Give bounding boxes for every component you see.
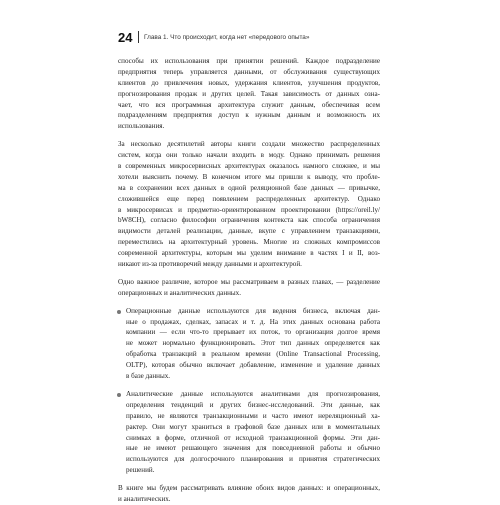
text-line: в микросервисах и предметно-ориентированном проектировании (https://oreil.ly/: [118, 205, 380, 214]
text-line: bW8CH), согласно философии ограничения контекста как способа ограничения: [118, 216, 380, 225]
text-line: решений.: [126, 466, 155, 475]
text-line: использования.: [118, 122, 165, 131]
paragraph-data-dependence: [118, 56, 380, 132]
text-line: хотели выяснить почему. В конечном итоге мы пришли к выводу, что пробле-: [118, 172, 380, 181]
text-line: никают из-за противоречий между данными и архитектурой.: [118, 260, 302, 269]
text-line: не может нормально функционировать. Этот тип данных определяется как: [126, 339, 380, 348]
text-line: компании — если что-то прерывает их поток, то организация долгое время: [126, 328, 380, 337]
text-line: в базе данных.: [126, 372, 171, 381]
text-line: предприятия теперь управляется данными, от обслуживания существующих: [118, 67, 380, 76]
text-line: прогнозирования продаж и других целей. Такая зависимость от данных озна-: [118, 89, 380, 98]
text-line: в современных микросервисных архитектурах оказалось намного сложнее, и мы: [118, 162, 380, 171]
paragraph-distributed-systems: [118, 139, 380, 270]
text-line: Операционные данные используются для ведения бизнеса, включая дан-: [126, 306, 380, 315]
text-line: подразделениям предприятия доступ к нужным данным и возможность их: [118, 111, 380, 120]
text-line: используются для долгосрочного планирования и принятия стратегических: [126, 455, 380, 464]
page-body: [118, 56, 380, 505]
text-line: ма в сохранении всех данных в одной реляционной базе данных — привычке,: [118, 183, 380, 192]
running-header: [118, 30, 380, 44]
text-line: операционных и аналитических данных.: [118, 288, 242, 297]
text-line: ные не имеют решающего значения для повседневной работы и обычно: [126, 444, 380, 453]
text-line: OLTP), которая обычно включает добавление, изменение и удаление данных: [126, 361, 380, 370]
running-title: Глава 1. Что происходит, когда нет «передового опыта»: [144, 33, 310, 41]
text-line: современной архитектуры, которым мы уделим внимание в частях I и II, воз-: [118, 249, 380, 258]
text-line: сложившейся еще перед появлением распределенных архитектур. Однако: [118, 194, 380, 203]
bullet-analytical-data: [118, 389, 380, 476]
text-line: снимках в форме, отличной от исходной транзакционной формы. Эти дан-: [126, 433, 380, 442]
text-line: Аналитические данные используются аналитиками для прогнозирования,: [126, 389, 380, 398]
text-line: определения тенденций и других бизнес-исследований. Эти данные, как: [126, 400, 380, 409]
text-line: рактер. Они могут храниться в графовой базе данных или в моментальных: [126, 422, 380, 431]
text-line: чает, что вся программная архитектура служит данным, обеспечивая всем: [118, 100, 380, 109]
text-line: способы их использования при принятии решений. Каждое подразделение: [118, 57, 380, 65]
text-line: За несколько десятилетий авторы книги создали множество распределенных: [118, 140, 380, 149]
text-line: клиентов до привлечения новых, удержания клиентов, улучшения продуктов,: [118, 78, 380, 87]
text-line: Одно важное различие, которое мы рассматриваем в разных главах, — разделение: [118, 277, 380, 286]
text-line: видимости деталей реализации, данные, вкупе с управлением транзакциями,: [118, 227, 380, 236]
paragraph-closing: [118, 483, 380, 505]
bullet-operational-data: [118, 306, 380, 382]
text-line: правило, не являются транзакционными и часто имеют нереляционный ха-: [126, 411, 380, 420]
text-line: ные о продажах, сделках, запасах и т. д. На этих данных основана работа: [126, 317, 380, 326]
page-number: 24: [118, 29, 133, 45]
text-line: систем, когда они только начали входить в моду. Однако принимать решения: [118, 151, 380, 160]
paragraph-data-split: [118, 277, 380, 299]
text-line: обработка транзакций в реальном времени (Online Transactional Processing,: [126, 350, 380, 359]
header-divider: [138, 31, 139, 43]
bullet-marker: [117, 310, 121, 314]
text-line: переместились на архитектурный уровень. Многие из сложных компромиссов: [118, 238, 380, 247]
bullet-marker: [117, 393, 121, 397]
text-line: В книге мы будем рассматривать влияние обоих видов данных: и операционных,: [118, 484, 380, 493]
text-line: и аналитических.: [118, 494, 171, 503]
